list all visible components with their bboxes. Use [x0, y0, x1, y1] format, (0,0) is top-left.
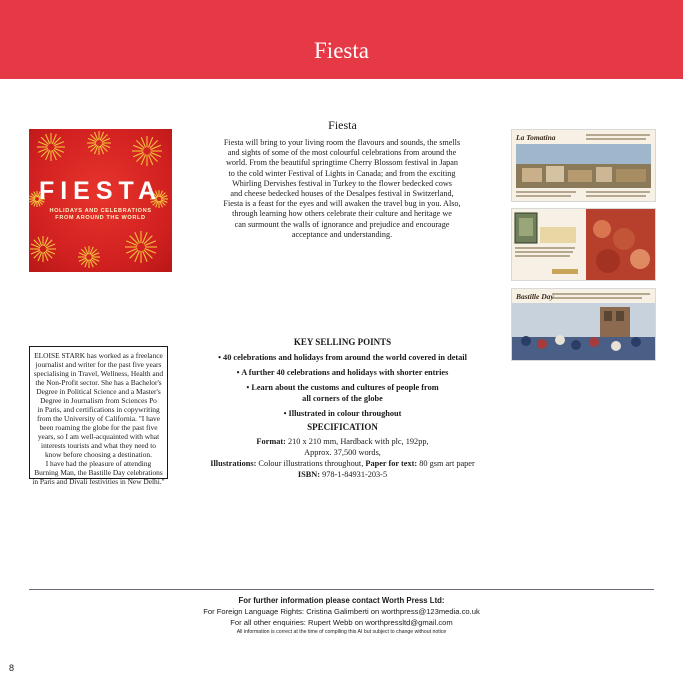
- bio-line: ELOISE STARK has worked as a freelance: [34, 351, 163, 360]
- format-value-2: Approx. 37,500 words,: [304, 448, 381, 457]
- ksp-heading: KEY SELLING POINTS: [293, 337, 392, 347]
- ksp-item: • Learn about the customs and cultures of people from: [246, 383, 439, 392]
- description-line: and cheese bedecked houses of the Desalpes festival in Switzerland,: [230, 189, 454, 199]
- spread-title: La Tomatina: [516, 133, 556, 142]
- bio-line: years, so I am well-acquainted with what: [37, 432, 160, 441]
- sample-spread-bastille: [511, 288, 656, 361]
- spec-format: [185, 436, 500, 447]
- book-title: Fiesta: [328, 118, 357, 132]
- foreign-rights-contact: For Foreign Language Rights: Cristina Galimberti on worthpress@123media.co.uk: [203, 607, 480, 616]
- format-value: 210 x 210 mm, Hardback with plc, 192pp,: [288, 437, 429, 446]
- bio-line: been roaming the globe for the past five: [39, 423, 158, 432]
- page-number: 8: [9, 663, 15, 673]
- bio-line: the Non-Profit sector. She has a Bachelor's: [35, 378, 162, 387]
- spec-illustrations: [185, 458, 500, 469]
- disclaimer-notice: All information is correct at the time of compiling this AI but subject to change without notice: [236, 629, 447, 635]
- cover-title: FIESTA: [38, 177, 163, 205]
- cover-subtitle: [33, 208, 168, 222]
- bio-line: Burning Man, the Bastille Day celebrations: [34, 468, 163, 477]
- spread-title: Bastille Day: [516, 292, 554, 301]
- illustrations-value: Colour illustrations throughout,: [258, 459, 364, 468]
- description-line: and sights of some of the most colourful celebrations from around the: [227, 148, 457, 158]
- bio-line: know before choosing a destination.: [45, 450, 152, 459]
- cover-subtitle-line1: HOLIDAYS AND CELEBRATIONS: [49, 208, 152, 214]
- description-line: world. From the beautiful springtime Cherry Blossom festival in Japan: [226, 158, 458, 168]
- bio-line: Degree in Political Science and a Master's: [36, 387, 161, 396]
- ksp-item: • A further 40 celebrations and holidays with shorter entries: [236, 368, 449, 377]
- other-enquiries-contact: For all other enquiries: Rupert Webb on worthpressltd@gmail.com: [230, 618, 453, 627]
- description-line: Fiesta is a feast for the eyes and will awaken the travel bug in you. Also,: [223, 199, 461, 209]
- description-line: to the cold winter Festival of Lights in Canada; and from the exciting: [228, 168, 456, 178]
- author-bio: [29, 346, 168, 486]
- isbn-value: 978-1-84931-203-5: [322, 470, 388, 479]
- spec-heading: SPECIFICATION: [307, 422, 378, 432]
- bio-line: interests tourists and what they need to: [41, 441, 156, 450]
- book-cover: [29, 129, 172, 272]
- spec-isbn: [185, 469, 500, 480]
- bio-line: in Paris and Divali festivities in New Delhi.": [32, 477, 165, 486]
- key-selling-points: [195, 337, 490, 423]
- description-line: Whirling Dervishes festival in Turkey to the flower bedecked cows: [232, 178, 452, 188]
- ksp-item: • Illustrated in colour throughout: [283, 409, 402, 418]
- bio-line: I have had the pleasure of attending: [45, 459, 152, 468]
- description-line: Fiesta will bring to your living room the flavours and sounds, the smells: [223, 138, 461, 147]
- description-line: can surmount the walls of ignorance and prejudice and encourage: [234, 219, 450, 229]
- bio-line: Degree in Journalism from Sciences Po: [40, 396, 157, 405]
- header-banner: [0, 0, 683, 79]
- isbn-label: ISBN:: [297, 470, 321, 479]
- bio-line: from the University of California. "I have: [36, 414, 161, 423]
- contact-info: [29, 595, 654, 637]
- paper-value: 80 gsm art paper: [419, 459, 475, 468]
- ksp-item: all corners of the globe: [302, 394, 383, 403]
- paper-label: Paper for text:: [365, 459, 418, 468]
- bio-line: specialising in Travel, Wellness, Health and: [33, 369, 164, 378]
- specification: [185, 422, 500, 480]
- description-line: acceptance and understanding.: [291, 229, 393, 239]
- ksp-item: • 40 celebrations and holidays from around the world covered in detail: [218, 353, 467, 362]
- sample-spread-tomatina: [511, 129, 656, 202]
- description-line: through learning how others celebrate their culture and heritage we: [232, 209, 452, 219]
- contact-heading: For further information please contact Worth Press Ltd:: [238, 596, 445, 605]
- cover-subtitle-line2: FROM AROUND THE WORLD: [55, 215, 146, 221]
- bio-line: journalist and writer for the past five years: [35, 360, 162, 369]
- festival-spread-image: [512, 209, 655, 280]
- sample-spread-festival: [511, 208, 656, 281]
- illustrations-label: Illustrations:: [210, 459, 257, 468]
- book-description: [206, 138, 478, 240]
- format-label: Format:: [256, 437, 286, 446]
- footer-divider: [29, 589, 654, 590]
- bio-line: in Paris, and certifications in copywriting: [37, 405, 160, 414]
- page-title: Fiesta: [314, 38, 369, 63]
